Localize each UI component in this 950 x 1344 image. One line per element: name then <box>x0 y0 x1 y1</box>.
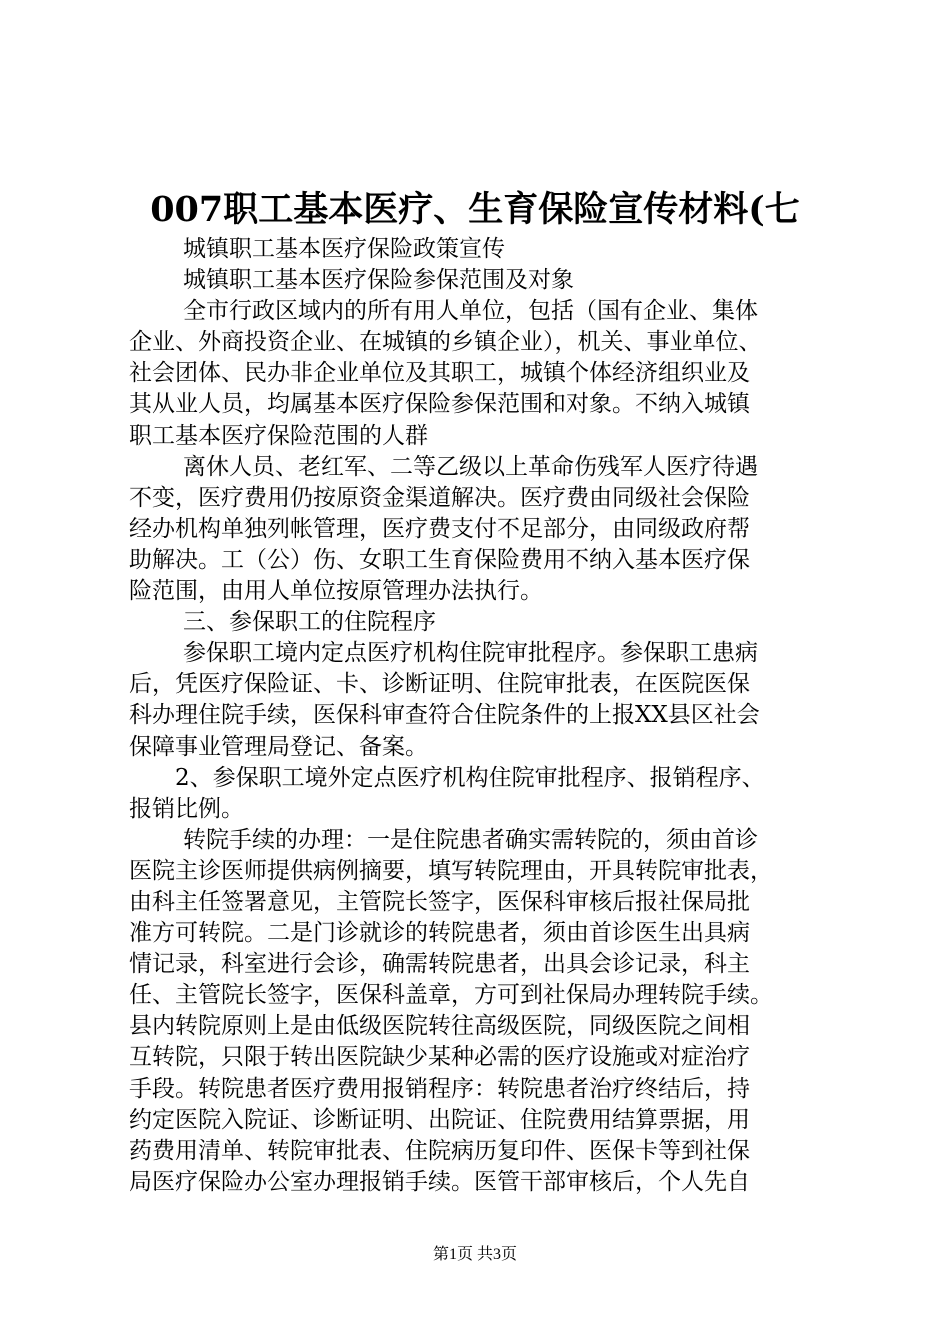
text-line: 企业、外商投资企业、在城镇的乡镇企业），机关、事业单位、 <box>129 329 762 356</box>
text-line: 不变，医疗费用仍按原资金渠道解决。医疗费由同级社会保险 <box>129 484 750 511</box>
page-number-footer: 第1页 共3页 <box>432 1246 517 1263</box>
text-line: 转院手续的办理：一是住院患者确实需转院的，须由首诊 <box>183 826 758 853</box>
document-body <box>129 234 841 1198</box>
text-line: 约定医院入院证、诊断证明、出院证、住院费用结算票据，用 <box>129 1106 750 1133</box>
text-line: 社会团体、民办非企业单位及其职工，城镇个体经济组织业及 <box>129 360 750 387</box>
text-line: 参保职工境内定点医疗机构住院审批程序。参保职工患病 <box>183 640 758 667</box>
text-line: 全市行政区域内的所有用人单位，包括（国有企业、集体 <box>183 298 758 325</box>
text-line: 情记录，科室进行会诊，确需转院患者，出具会诊记录，科主 <box>129 951 750 978</box>
text-line: 险范围，由用人单位按原管理办法执行。 <box>129 578 543 605</box>
text-line: 医院主诊医师提供病例摘要，填写转院理由，开具转院审批表， <box>129 857 773 884</box>
text-line: 职工基本医疗保险范围的人群 <box>129 422 428 449</box>
text-line: 局医疗保险办公室办理报销手续。医管干部审核后，个人先自 <box>129 1168 750 1195</box>
text-line: 2、参保职工境外定点医疗机构住院审批程序、报销程序、 <box>175 764 765 791</box>
text-line: 保障事业管理局登记、备案。 <box>129 733 428 760</box>
text-line: 后，凭医疗保险证、卡、诊断证明、住院审批表，在医院医保 <box>129 671 750 698</box>
text-line: 三、参保职工的住院程序 <box>183 609 436 636</box>
text-line: 经办机构单独列帐管理，医疗费支付不足部分，由同级政府帮 <box>129 515 750 542</box>
text-line: 准方可转院。二是门诊就诊的转院患者，须由首诊医生出具病 <box>129 920 750 947</box>
text-line: 手段。转院患者医疗费用报销程序：转院患者治疗终结后，持 <box>129 1075 750 1102</box>
text-line: 助解决。工（公）伤、女职工生育保险费用不纳入基本医疗保 <box>129 546 750 573</box>
document-title: 007职工基本医疗、生育保险宣传材料(七 <box>150 189 800 230</box>
text-line: 其从业人员，均属基本医疗保险参保范围和对象。不纳入城镇 <box>129 391 750 418</box>
text-line: 城镇职工基本医疗保险政策宣传 <box>183 236 505 262</box>
text-line: 科办理住院手续，医保科审查符合住院条件的上报XX县区社会 <box>129 702 760 729</box>
text-line: 任、主管院长签字，医保科盖章，方可到社保局办理转院手续。 <box>129 982 773 1009</box>
text-line: 城镇职工基本医疗保险参保范围及对象 <box>183 267 574 294</box>
text-line: 报销比例。 <box>129 795 244 822</box>
text-line: 由科主任签署意见，主管院长签字，医保科审核后报社保局批 <box>129 888 750 915</box>
text-line: 药费用清单、转院审批表、住院病历复印件、医保卡等到社保 <box>129 1137 750 1164</box>
text-line: 离休人员、老红军、二等乙级以上革命伤残军人医疗待遇 <box>183 453 758 480</box>
text-line: 县内转院原则上是由低级医院转往高级医院，同级医院之间相 <box>129 1013 750 1040</box>
text-line: 互转院，只限于转出医院缺少某种必需的医疗设施或对症治疗 <box>129 1044 750 1071</box>
